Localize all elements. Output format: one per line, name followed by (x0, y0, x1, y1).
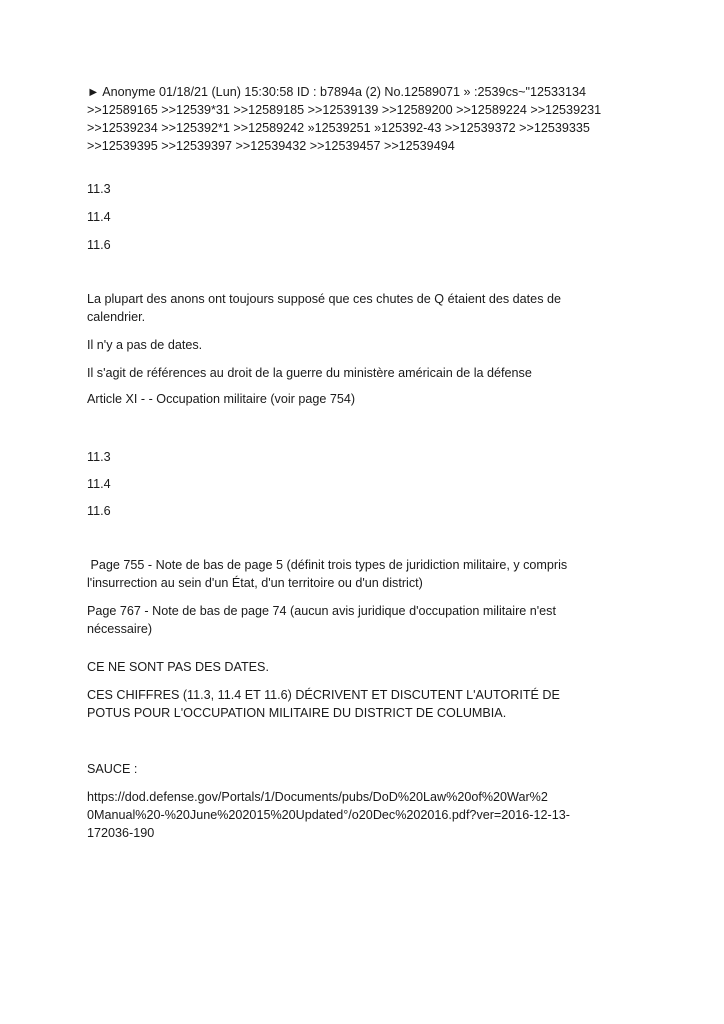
paragraph-page-755: Page 755 - Note de bas de page 5 (définit trois types de juridiction militaire, y compris l'insurrection au sein d'un État, d'un territoire ou d'un district) (87, 558, 568, 590)
post-header-line: >>12539234 >>125392*1 >>12589242 »12539251 »125392-43 >>12539372 >>12539335 (87, 121, 590, 135)
post-header-line: >>12589165 >>12539*31 >>12589185 >>12539139 >>12589200 >>12589224 >>12539231 (87, 103, 602, 117)
paragraph-article: Article XI - - Occupation militaire (voir page 754) (87, 392, 356, 406)
post-header-line: ► Anonyme 01/18/21 (Lun) 15:30:58 ID : b7894a (2) No.12589071 » :2539cs~"12533134 (87, 85, 587, 99)
paragraph-assumption: La plupart des anons ont toujours supposé que ces chutes de Q étaient des dates de calendrier. (87, 292, 561, 324)
number-item: 11.6 (87, 238, 111, 252)
post-header-line: >>12539395 >>12539397 >>12539432 >>12539457 >>12539494 (87, 139, 455, 153)
number-item: 11.4 (87, 477, 111, 491)
source-url: https://dod.defense.gov/Portals/1/Documents/pubs/DoD%20Law%20of%20War%2 0Manual%20-%20June%202015%20Updated°/o20Dec%202016.pdf?ver=2016-12-13- 172036-190 (87, 790, 570, 840)
number-item: 11.3 (87, 450, 111, 464)
number-item: 11.6 (87, 504, 111, 518)
number-item: 11.4 (87, 210, 111, 224)
sauce-label: SAUCE : (87, 762, 138, 776)
paragraph-figures: CES CHIFFRES (11.3, 11.4 ET 11.6) DÉCRIVENT ET DISCUTENT L'AUTORITÉ DE POTUS POUR L'OCCUPATION MILITAIRE DU DISTRICT DE COLUMBIA. (87, 688, 560, 720)
paragraph-no-dates: Il n'y a pas de dates. (87, 338, 203, 352)
number-item: 11.3 (87, 182, 111, 196)
paragraph-page-767: Page 767 - Note de bas de page 74 (aucun avis juridique d'occupation militaire n'est nécessaire) (87, 604, 556, 636)
paragraph-references: Il s'agit de références au droit de la guerre du ministère américain de la défense (87, 366, 532, 380)
paragraph-not-dates: CE NE SONT PAS DES DATES. (87, 660, 269, 674)
